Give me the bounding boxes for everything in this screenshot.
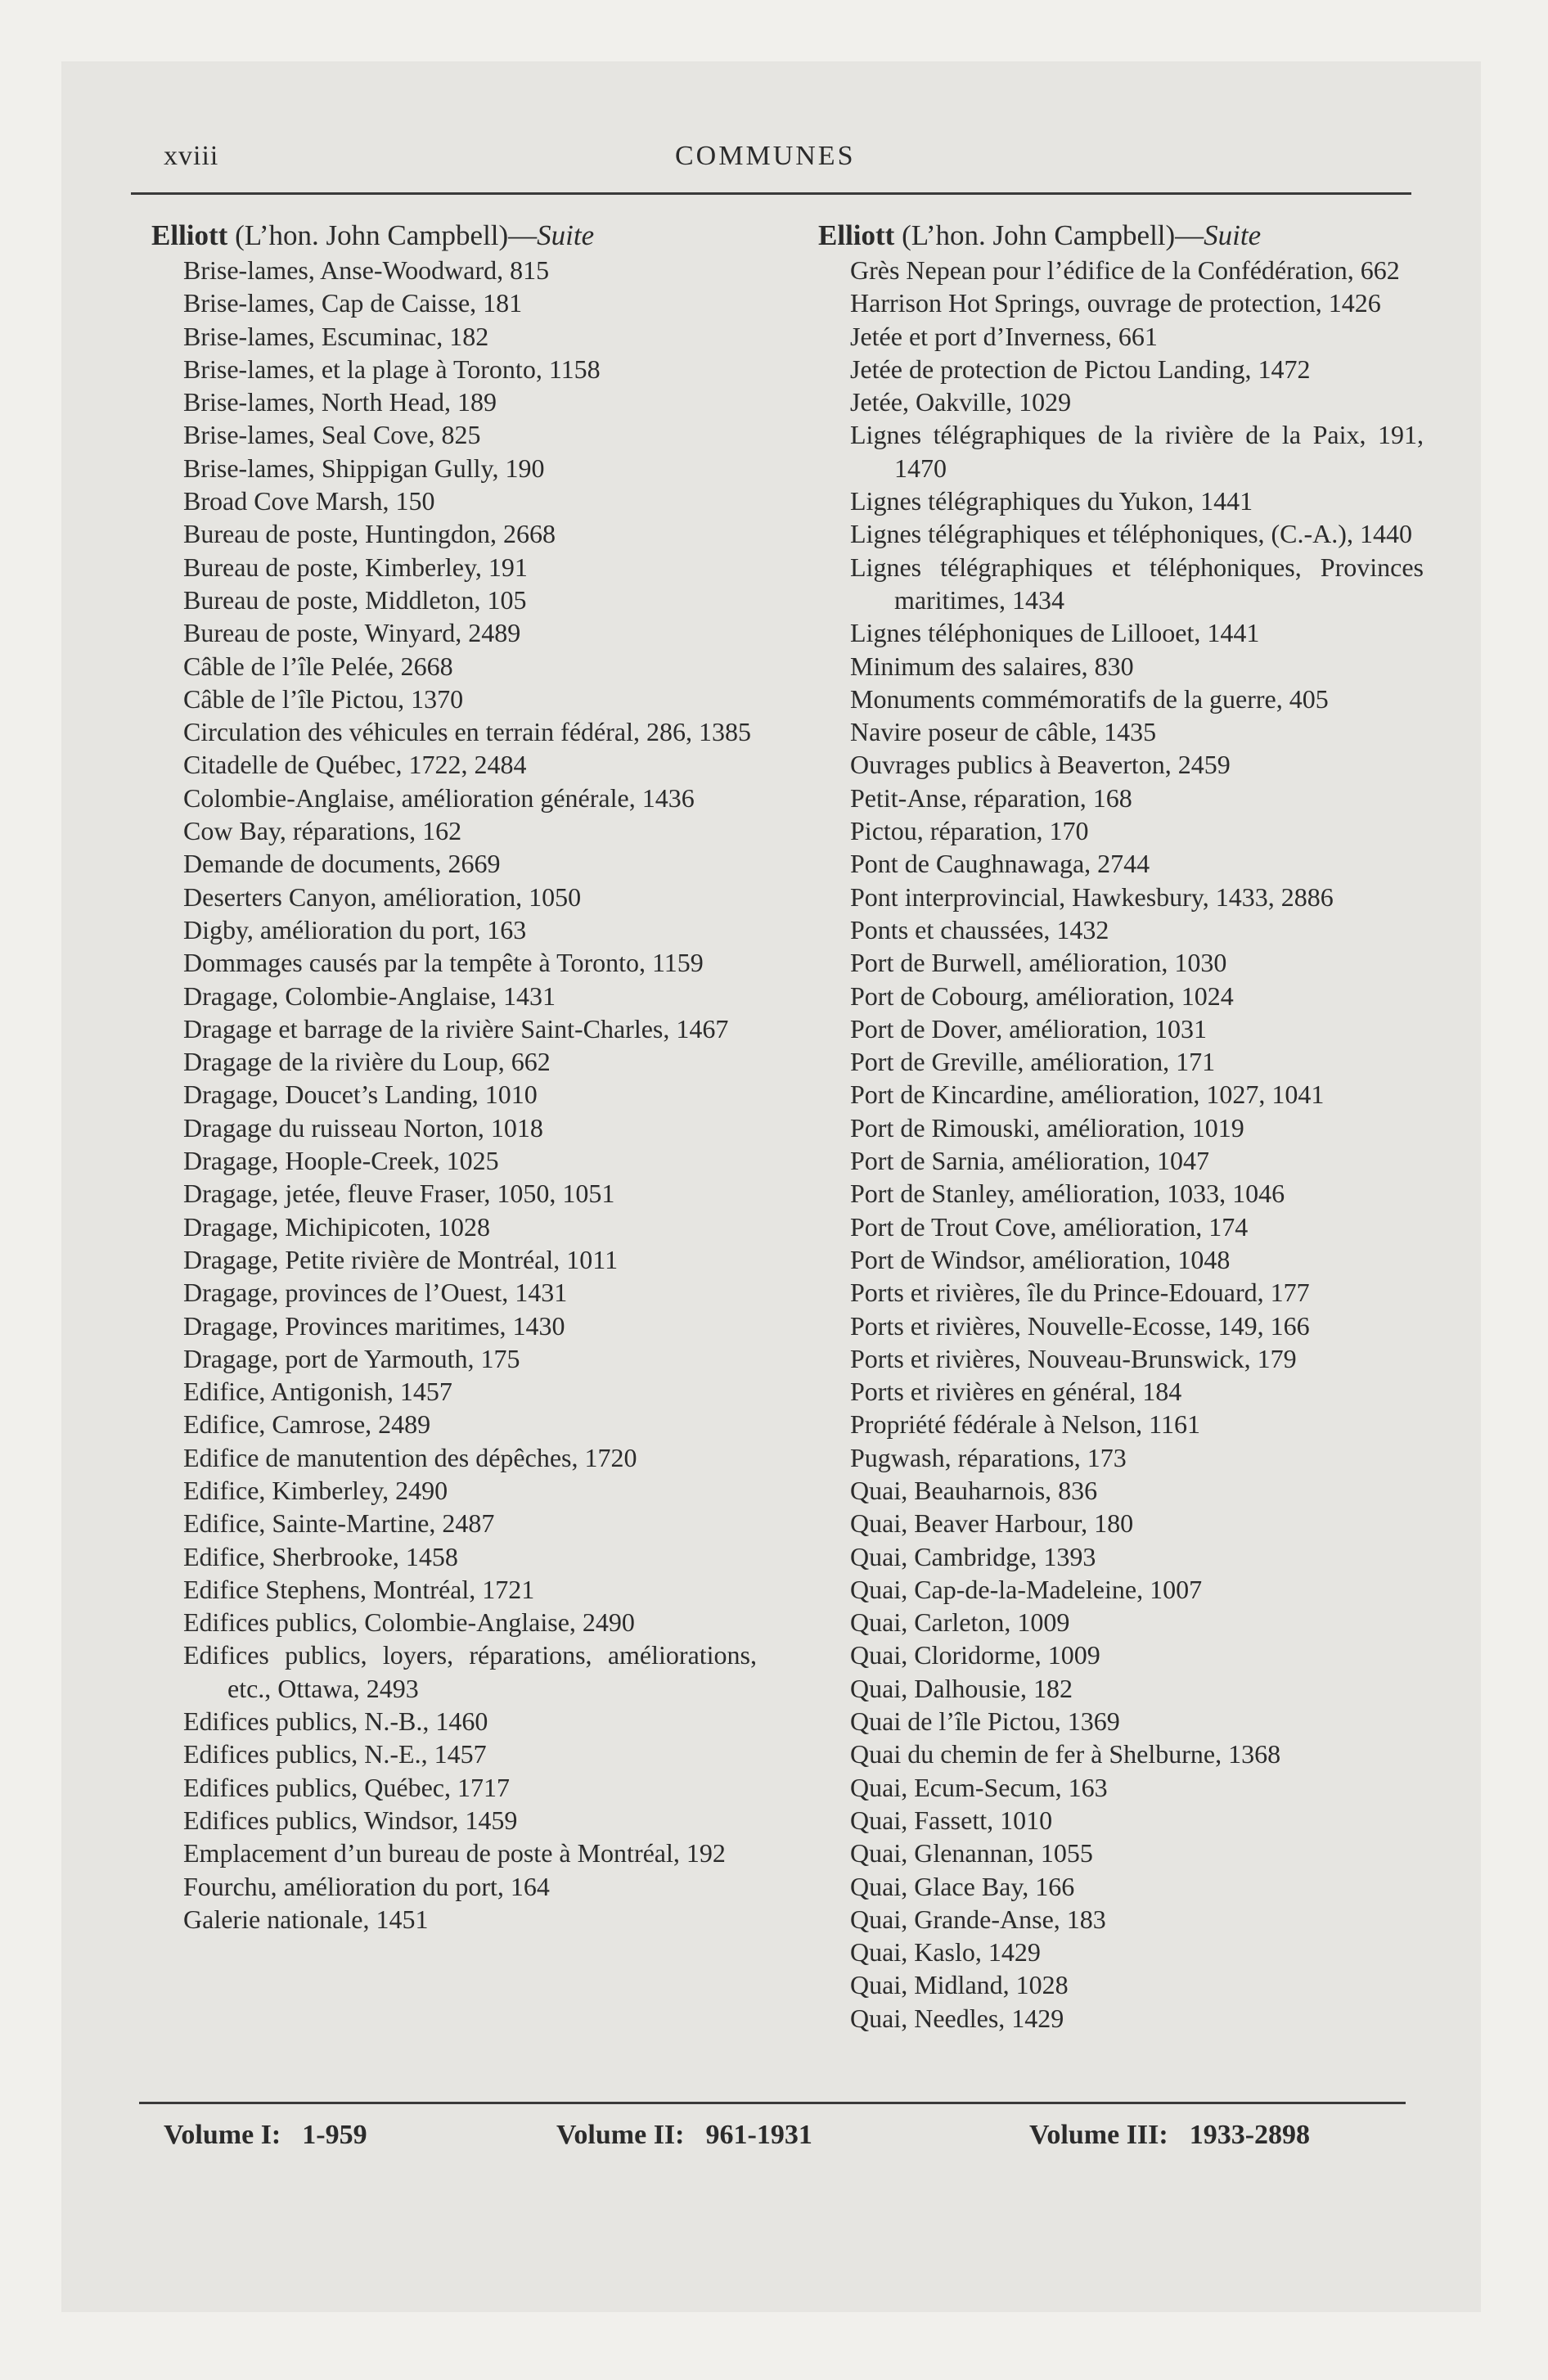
heading-suite: Suite — [537, 219, 595, 251]
index-entry: Quai, Grande-Anse, 183 — [850, 1904, 1106, 1934]
index-entry: Port de Cobourg, amélioration, 1024 — [850, 980, 1234, 1011]
index-entry: Quai, Beauharnois, 836 — [850, 1475, 1098, 1505]
index-entry: Jetée, Oakville, 1029 — [850, 387, 1072, 417]
index-entry: Ports et rivières, Nouvelle-Ecosse, 149, 166 — [850, 1310, 1310, 1341]
index-entry: Bureau de poste, Winyard, 2489 — [183, 618, 521, 648]
index-entry: Circulation des véhicules en terrain fédéral, 286, 1385 — [183, 717, 751, 747]
index-entry: Dragage du ruisseau Norton, 1018 — [183, 1112, 543, 1143]
heading-rest: (L’hon. John Campbell)— — [227, 219, 538, 251]
index-entry: Dommages causés par la tempête à Toronto, 1159 — [183, 948, 704, 978]
index-entry: Quai, Midland, 1028 — [850, 1970, 1069, 2000]
heading-rest: (L’hon. John Campbell)— — [894, 219, 1204, 251]
index-entry: Edifices publics, Colombie-Anglaise, 2490 — [183, 1607, 635, 1638]
volume-2 — [556, 2120, 812, 2151]
index-entry: Quai, Beaver Harbour, 180 — [850, 1508, 1134, 1539]
index-entry: Dragage, port de Yarmouth, 175 — [183, 1343, 520, 1373]
index-entry: Dragage, Petite rivière de Montréal, 1011 — [183, 1244, 619, 1274]
index-entry: Petit-Anse, réparation, 168 — [850, 782, 1132, 813]
volume-range: 961-1931 — [705, 2120, 812, 2150]
index-entry: Demande de documents, 2669 — [183, 849, 501, 879]
volume-1 — [164, 2120, 367, 2151]
index-entry: Quai, Carleton, 1009 — [850, 1607, 1070, 1638]
entry-list — [151, 254, 757, 1936]
index-entry: Colombie-Anglaise, amélioration générale, 1436 — [183, 782, 695, 813]
index-entry: Ponts et chaussées, 1432 — [850, 914, 1109, 944]
index-entry: Ouvrages publics à Beaverton, 2459 — [850, 750, 1231, 780]
index-entry: Brise-lames, Cap de Caisse, 181 — [183, 288, 523, 318]
index-entry: Lignes télégraphiques et téléphoniques, (C.-A.), 1440 — [850, 519, 1412, 549]
index-entry: Harrison Hot Springs, ouvrage de protection, 1426 — [850, 288, 1381, 318]
volume-label: Volume III: — [1029, 2120, 1168, 2150]
index-entry: Navire poseur de câble, 1435 — [850, 717, 1157, 747]
index-entry: Ports et rivières, Nouveau-Brunswick, 179 — [850, 1343, 1297, 1373]
running-header — [164, 141, 1407, 178]
index-entry: Ports et rivières en général, 184 — [850, 1377, 1182, 1407]
index-entry: Quai, Ecum-Secum, 163 — [850, 1772, 1108, 1802]
index-entry: Dragage de la rivière du Loup, 662 — [183, 1047, 551, 1077]
index-entry: Port de Sarnia, amélioration, 1047 — [850, 1146, 1210, 1176]
index-entry: Quai, Fassett, 1010 — [850, 1805, 1053, 1835]
index-entry: Citadelle de Québec, 1722, 2484 — [183, 750, 527, 780]
volume-range: 1-959 — [302, 2120, 367, 2150]
index-entry: Dragage, Michipicoten, 1028 — [183, 1211, 490, 1242]
index-entry: Dragage, Doucet’s Landing, 1010 — [183, 1080, 538, 1110]
index-entry: Jetée et port d’Inverness, 661 — [850, 321, 1158, 351]
index-entry: Dragage, Hoople-Creek, 1025 — [183, 1146, 499, 1176]
index-entry: Edifices publics, Québec, 1717 — [183, 1772, 510, 1802]
index-entry: Quai, Cambridge, 1393 — [850, 1541, 1096, 1571]
index-entry: Edifices publics, loyers, réparations, améliorations, etc., Ottawa, 2493 — [183, 1640, 757, 1703]
index-entry: Edifice, Antigonish, 1457 — [183, 1377, 452, 1407]
index-entry: Lignes télégraphiques du Yukon, 1441 — [850, 486, 1253, 516]
index-entry: Port de Rimouski, amélioration, 1019 — [850, 1112, 1244, 1143]
index-entry: Quai, Glenannan, 1055 — [850, 1838, 1093, 1868]
heading-suite: Suite — [1204, 219, 1262, 251]
index-entry: Quai, Cap-de-la-Madeleine, 1007 — [850, 1574, 1203, 1604]
index-entry: Câble de l’île Pelée, 2668 — [183, 651, 453, 681]
index-entry: Quai du chemin de fer à Shelburne, 1368 — [850, 1739, 1281, 1769]
index-entry: Bureau de poste, Huntingdon, 2668 — [183, 519, 556, 549]
index-entry: Dragage et barrage de la rivière Saint-Charles, 1467 — [183, 1013, 729, 1044]
index-entry: Fourchu, amélioration du port, 164 — [183, 1871, 550, 1901]
index-entry: Brise-lames, et la plage à Toronto, 1158 — [183, 354, 601, 384]
index-entry: Port de Burwell, amélioration, 1030 — [850, 948, 1227, 978]
index-entry: Port de Greville, amélioration, 171 — [850, 1047, 1216, 1077]
index-entry: Brise-lames, Anse-Woodward, 815 — [183, 255, 550, 285]
index-entry: Quai, Kaslo, 1429 — [850, 1937, 1041, 1968]
index-entry: Port de Windsor, amélioration, 1048 — [850, 1244, 1231, 1274]
index-entry: Brise-lames, Seal Cove, 825 — [183, 420, 481, 450]
index-entry: Bureau de poste, Kimberley, 191 — [183, 552, 528, 582]
index-entry: Bureau de poste, Middleton, 105 — [183, 584, 527, 615]
index-entry: Port de Trout Cove, amélioration, 174 — [850, 1211, 1249, 1242]
index-entry: Ports et rivières, île du Prince-Edouard, 177 — [850, 1278, 1310, 1308]
index-entry: Minimum des salaires, 830 — [850, 651, 1134, 681]
index-column-left — [151, 219, 757, 1936]
heading-name: Elliott — [818, 219, 895, 251]
index-entry: Edifice, Kimberley, 2490 — [183, 1475, 448, 1505]
index-entry: Pictou, réparation, 170 — [850, 816, 1089, 846]
index-entry: Quai, Cloridorme, 1009 — [850, 1640, 1100, 1670]
heading-name: Elliott — [151, 219, 228, 251]
index-entry: Galerie nationale, 1451 — [183, 1904, 429, 1934]
index-entry: Pont interprovincial, Hawkesbury, 1433, 2886 — [850, 881, 1334, 912]
index-entry: Câble de l’île Pictou, 1370 — [183, 683, 464, 714]
index-entry: Port de Dover, amélioration, 1031 — [850, 1013, 1207, 1044]
index-entry: Pont de Caughnawaga, 2744 — [850, 849, 1150, 879]
volume-3 — [1029, 2120, 1310, 2151]
index-entry: Brise-lames, North Head, 189 — [183, 387, 497, 417]
index-entry: Quai, Glace Bay, 166 — [850, 1871, 1075, 1901]
index-entry: Lignes télégraphiques et téléphoniques, Provinces maritimes, 1434 — [850, 552, 1424, 615]
index-column-right — [818, 219, 1424, 2035]
index-entry: Edifice, Sainte-Martine, 2487 — [183, 1508, 495, 1539]
index-entry: Edifices publics, N.-B., 1460 — [183, 1706, 488, 1737]
index-entry: Port de Kincardine, amélioration, 1027, 1041 — [850, 1080, 1325, 1110]
index-entry: Edifices publics, Windsor, 1459 — [183, 1805, 518, 1835]
header-rule — [131, 192, 1411, 195]
index-entry: Dragage, Provinces maritimes, 1430 — [183, 1310, 565, 1341]
index-entry: Grès Nepean pour l’édifice de la Confédération, 662 — [850, 255, 1400, 285]
index-entry: Monuments commémoratifs de la guerre, 405 — [850, 683, 1329, 714]
index-entry: Dragage, provinces de l’Ouest, 1431 — [183, 1278, 568, 1308]
index-entry: Edifice, Camrose, 2489 — [183, 1409, 431, 1440]
index-entry: Jetée de protection de Pictou Landing, 1472 — [850, 354, 1311, 384]
index-entry: Quai, Dalhousie, 182 — [850, 1673, 1073, 1703]
index-entry: Brise-lames, Shippigan Gully, 190 — [183, 453, 545, 483]
index-entry: Port de Stanley, amélioration, 1033, 1046 — [850, 1179, 1285, 1209]
index-entry: Quai de l’île Pictou, 1369 — [850, 1706, 1120, 1737]
column-heading — [151, 219, 757, 252]
volume-footer — [164, 2120, 1407, 2161]
index-entry: Lignes télégraphiques de la rivière de la Paix, 191, 1470 — [850, 420, 1424, 483]
index-entry: Cow Bay, réparations, 162 — [183, 816, 462, 846]
index-entry: Digby, amélioration du port, 163 — [183, 914, 527, 944]
volume-range: 1933-2898 — [1189, 2120, 1311, 2150]
entry-list — [818, 254, 1424, 2035]
index-entry: Edifice, Sherbrooke, 1458 — [183, 1541, 458, 1571]
index-entry: Emplacement d’un bureau de poste à Montréal, 192 — [183, 1838, 726, 1868]
running-title: COMMUNES — [675, 141, 856, 171]
index-entry: Edifices publics, N.-E., 1457 — [183, 1739, 487, 1769]
index-entry: Edifice Stephens, Montréal, 1721 — [183, 1574, 535, 1604]
volume-label: Volume I: — [164, 2120, 281, 2150]
index-entry: Deserters Canyon, amélioration, 1050 — [183, 881, 582, 912]
index-entry: Dragage, Colombie-Anglaise, 1431 — [183, 980, 556, 1011]
page-folio: xviii — [164, 141, 219, 171]
index-entry: Propriété fédérale à Nelson, 1161 — [850, 1409, 1200, 1440]
index-entry: Dragage, jetée, fleuve Fraser, 1050, 1051 — [183, 1179, 615, 1209]
index-entry: Brise-lames, Escuminac, 182 — [183, 321, 489, 351]
footer-rule — [139, 2102, 1406, 2104]
index-entry: Quai, Needles, 1429 — [850, 2003, 1064, 2033]
index-entry: Pugwash, réparations, 173 — [850, 1442, 1127, 1472]
column-heading — [818, 219, 1424, 252]
index-entry: Broad Cove Marsh, 150 — [183, 486, 435, 516]
index-entry: Lignes téléphoniques de Lillooet, 1441 — [850, 618, 1260, 648]
volume-label: Volume II: — [556, 2120, 685, 2150]
index-entry: Edifice de manutention des dépêches, 1720 — [183, 1442, 637, 1472]
